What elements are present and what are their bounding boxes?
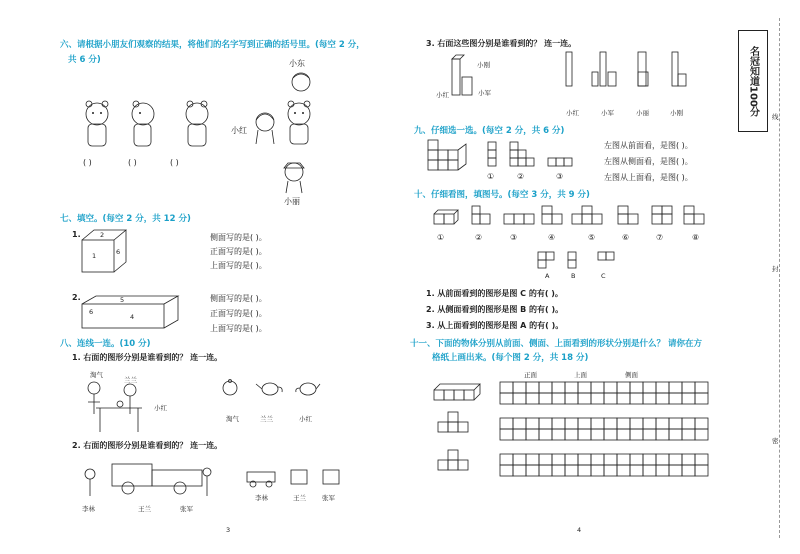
teapot-views: [220, 378, 320, 398]
grid-cell: [513, 418, 526, 429]
bear-figures: [80, 96, 220, 156]
grid-cell: [669, 429, 682, 440]
grid-cell: [695, 382, 708, 393]
q3-title: 3. 右面这些图分别是谁看到的？ 连一连。: [426, 39, 577, 48]
grid-cell: [552, 382, 565, 393]
grid-cell: [552, 393, 565, 404]
box-side-face: 6: [89, 308, 94, 316]
grid-cell: [526, 393, 539, 404]
cube-arrangements: [432, 204, 712, 230]
grid-cell: [539, 382, 552, 393]
section-8-title: 八、连线一连。(10 分): [60, 339, 151, 349]
grid-cell: [669, 382, 682, 393]
blank-3[interactable]: ( ): [170, 158, 179, 167]
fig-num-7: ⑦: [656, 233, 664, 242]
stacked-cubes-figure: [426, 138, 470, 172]
section-7-title: 七、填空。(每空 2 分，共 12 分): [60, 214, 191, 224]
grid-cell: [539, 429, 552, 440]
grid-cell: [617, 454, 630, 465]
grid-cell: [565, 465, 578, 476]
grid-cell: [695, 454, 708, 465]
grid-cell: [695, 429, 708, 440]
page-number-3: 3: [226, 526, 231, 534]
grid-cell: [591, 465, 604, 476]
section-9-title: 九、仔细选一选。(每空 2 分，共 6 分): [414, 126, 565, 136]
section-11-title: 十一、下面的物体分别从前面、侧面、上面看到的形状分别是什么？ 请你在方: [410, 339, 702, 349]
grid-cell: [682, 382, 695, 393]
grid-cell: [604, 418, 617, 429]
box-top-face: 5: [120, 296, 125, 304]
grid-cell: [565, 418, 578, 429]
label-wanglan: 王兰: [293, 494, 306, 502]
sec10-line-1: 1. 从前面看到的图形是图 C 的有( )。: [426, 289, 563, 298]
sec10-line-3: 3. 从上面看到的图形是图 A 的有( )。: [426, 321, 564, 330]
grid-cell: [695, 393, 708, 404]
grid-cell: [617, 393, 630, 404]
grid-cell: [565, 429, 578, 440]
fig-num-2: ②: [475, 233, 483, 242]
section-6-title: 六、请根据小朋友们观察的结果，将他们的名字写到正确的括号里。(每空 2 分，: [60, 40, 365, 50]
cube-top-face: 2: [100, 231, 105, 239]
grid-cell: [552, 454, 565, 465]
grid-cell: [539, 454, 552, 465]
grid-cell: [630, 454, 643, 465]
view-c: C: [601, 272, 606, 280]
grid-cell: [565, 382, 578, 393]
grid-cell: [591, 393, 604, 404]
margin-label-seal: 封: [772, 265, 779, 273]
blank-2[interactable]: ( ): [128, 158, 137, 167]
grid-cell: [526, 454, 539, 465]
header-side: 侧面: [625, 371, 638, 379]
grid-cell: [526, 465, 539, 476]
boy-xiaoli-figure: [280, 160, 308, 194]
q2-front: 正面写的是( )。: [210, 309, 267, 318]
grid-cell: [682, 393, 695, 404]
bear-front-figure: [286, 96, 312, 146]
fig-num-5: ⑤: [588, 233, 596, 242]
grid-cell: [604, 382, 617, 393]
fig-num-6: ⑥: [622, 233, 630, 242]
person-xiaojun: 小军: [478, 89, 491, 97]
cube-front-face: 1: [92, 252, 97, 260]
grid-cell: [513, 454, 526, 465]
section-8-q1: 1. 右面的图形分别是谁看到的？ 连一连。: [72, 353, 223, 362]
grid-cell: [513, 429, 526, 440]
object-figures: [432, 382, 492, 478]
grid-cell: [513, 465, 526, 476]
grid-cell: [526, 382, 539, 393]
grid-cell: [604, 465, 617, 476]
grid-cell: [643, 418, 656, 429]
section-8-q2: 2. 右面的图形分别是谁看到的？ 连一连。: [72, 441, 223, 450]
grid-cell: [669, 465, 682, 476]
grid-cell: [643, 382, 656, 393]
grid-cell: [500, 465, 513, 476]
binding-line: [779, 18, 780, 538]
grid-cell: [656, 465, 669, 476]
grid-cell: [695, 418, 708, 429]
grid-cell: [643, 465, 656, 476]
sec9-front: 左图从前面看，是图( )。: [604, 141, 693, 150]
grid-cell: [669, 393, 682, 404]
grid-cell: [656, 382, 669, 393]
grid-cell: [617, 418, 630, 429]
q1-number: 1.: [72, 230, 81, 239]
fig-num-1: ①: [437, 233, 445, 242]
sec10-line-2: 2. 从侧面看到的图形是图 B 的有( )。: [426, 305, 564, 314]
fig-num-4: ④: [548, 233, 556, 242]
grid-cell: [500, 393, 513, 404]
grid-cell: [552, 465, 565, 476]
grid-cell: [578, 454, 591, 465]
building-views: [560, 50, 700, 88]
grid-cell: [656, 429, 669, 440]
grid-cell: [591, 382, 604, 393]
section-6-title-cont: 共 6 分): [68, 55, 101, 65]
label-xiaojun-r: 小军: [601, 109, 614, 117]
option-3: ③: [556, 172, 564, 181]
grid-cell: [591, 454, 604, 465]
grid-cell: [500, 454, 513, 465]
grid-cell: [682, 454, 695, 465]
page-number-4: 4: [577, 526, 582, 534]
header-front: 正面: [524, 371, 537, 379]
box-figure: [80, 294, 180, 330]
label-xiaohong: 小红: [299, 415, 312, 423]
grid-cell: [604, 429, 617, 440]
person-wanglan: 王兰: [138, 505, 151, 513]
grid-cell: [682, 418, 695, 429]
q1-side: 侧面写的是( )。: [210, 233, 267, 242]
view-a: A: [545, 272, 550, 280]
margin-label-line: 线: [772, 113, 779, 121]
grid-cell: [591, 429, 604, 440]
grid-cell: [552, 429, 565, 440]
box-front-face: 4: [130, 313, 135, 321]
boy-xiaodong-figure: [290, 70, 312, 96]
truck-views: [245, 468, 345, 488]
grid-cell: [513, 393, 526, 404]
grid-cell: [565, 393, 578, 404]
grid-cell: [617, 465, 630, 476]
margin-label-secret: 密: [772, 437, 779, 445]
grid-cell: [578, 418, 591, 429]
grid-cell: [630, 418, 643, 429]
grid-cell: [643, 429, 656, 440]
table-scene: [82, 380, 154, 434]
option-2: ②: [517, 172, 525, 181]
name-xiaohong: 小红: [231, 126, 247, 135]
view-b: B: [571, 272, 576, 280]
grid-cell: [604, 454, 617, 465]
grid-cell: [617, 382, 630, 393]
q2-top: 上面写的是( )。: [210, 324, 267, 333]
grid-cell: [500, 382, 513, 393]
truck-scene: [82, 458, 212, 502]
girl-xiaohong-figure: [252, 110, 278, 146]
q2-number: 2.: [72, 293, 81, 302]
option-views: [486, 140, 586, 170]
grid-cell: [669, 418, 682, 429]
grid-cell: [500, 418, 513, 429]
grid-cell: [604, 393, 617, 404]
grid-cell: [682, 465, 695, 476]
grid-cell: [539, 393, 552, 404]
person-zhangjun: 张军: [180, 505, 193, 513]
q2-side: 侧面写的是( )。: [210, 294, 267, 303]
section-11-title-cont: 格纸上画出来。(每个图 2 分，共 18 分): [432, 353, 589, 363]
person-lanlan: 兰兰: [124, 376, 137, 384]
grid-cell: [682, 429, 695, 440]
grid-cell: [656, 454, 669, 465]
grid-cell: [656, 418, 669, 429]
grid-cell: [617, 429, 630, 440]
person-lilin: 李林: [82, 505, 95, 513]
q1-front: 正面写的是( )。: [210, 247, 267, 256]
fig-num-3: ③: [510, 233, 518, 242]
label-xiaoli-r: 小丽: [636, 109, 649, 117]
grid-cell: [643, 454, 656, 465]
cube-side-face: 6: [116, 248, 121, 256]
grid-cell: [578, 393, 591, 404]
grid-cell: [578, 429, 591, 440]
grid-cell: [643, 393, 656, 404]
person-xiaohong: 小红: [154, 404, 167, 412]
grid-cell: [526, 418, 539, 429]
drawing-grids: [500, 382, 710, 478]
grid-cell: [565, 454, 578, 465]
person-xiaogang: 小刚: [477, 61, 490, 69]
sec9-side: 左图从侧面看，是图( )。: [604, 157, 693, 166]
grid-cell: [513, 382, 526, 393]
label-xiaogang-r: 小刚: [670, 109, 683, 117]
grid-cell: [578, 465, 591, 476]
section-10-title: 十、仔细看图，填图号。(每空 3 分，共 9 分): [414, 190, 590, 200]
person-xiaohong-r: 小红: [436, 91, 449, 99]
label-lanlan: 兰兰: [260, 415, 273, 423]
q1-top: 上面写的是( )。: [210, 261, 267, 270]
sec9-top: 左图从上面看，是图( )。: [604, 173, 693, 182]
blank-1[interactable]: ( ): [83, 158, 92, 167]
grid-cell: [500, 429, 513, 440]
grid-cell: [630, 382, 643, 393]
grid-cell: [630, 429, 643, 440]
brand-logo: 名冠知道100分: [738, 30, 768, 132]
person-taoqi: 淘气: [90, 371, 103, 379]
option-1: ①: [487, 172, 495, 181]
grid-cell: [591, 418, 604, 429]
grid-cell: [526, 429, 539, 440]
grid-cell: [552, 418, 565, 429]
name-xiaodong: 小东: [289, 59, 305, 68]
name-xiaoli: 小丽: [284, 197, 300, 206]
grid-cell: [656, 393, 669, 404]
label-lilin: 李林: [255, 494, 268, 502]
grid-cell: [539, 465, 552, 476]
grid-cell: [539, 418, 552, 429]
label-xiaohong-r: 小红: [566, 109, 579, 117]
fig-num-8: ⑧: [692, 233, 700, 242]
label-taoqi: 淘气: [226, 415, 239, 423]
view-shapes: [536, 250, 616, 272]
grid-cell: [630, 465, 643, 476]
grid-cell: [669, 454, 682, 465]
grid-cell: [630, 393, 643, 404]
grid-cell: [695, 465, 708, 476]
cube-figure: [80, 228, 130, 276]
header-top: 上面: [574, 371, 587, 379]
grid-cell: [578, 382, 591, 393]
label-zhangjun: 张军: [322, 494, 335, 502]
